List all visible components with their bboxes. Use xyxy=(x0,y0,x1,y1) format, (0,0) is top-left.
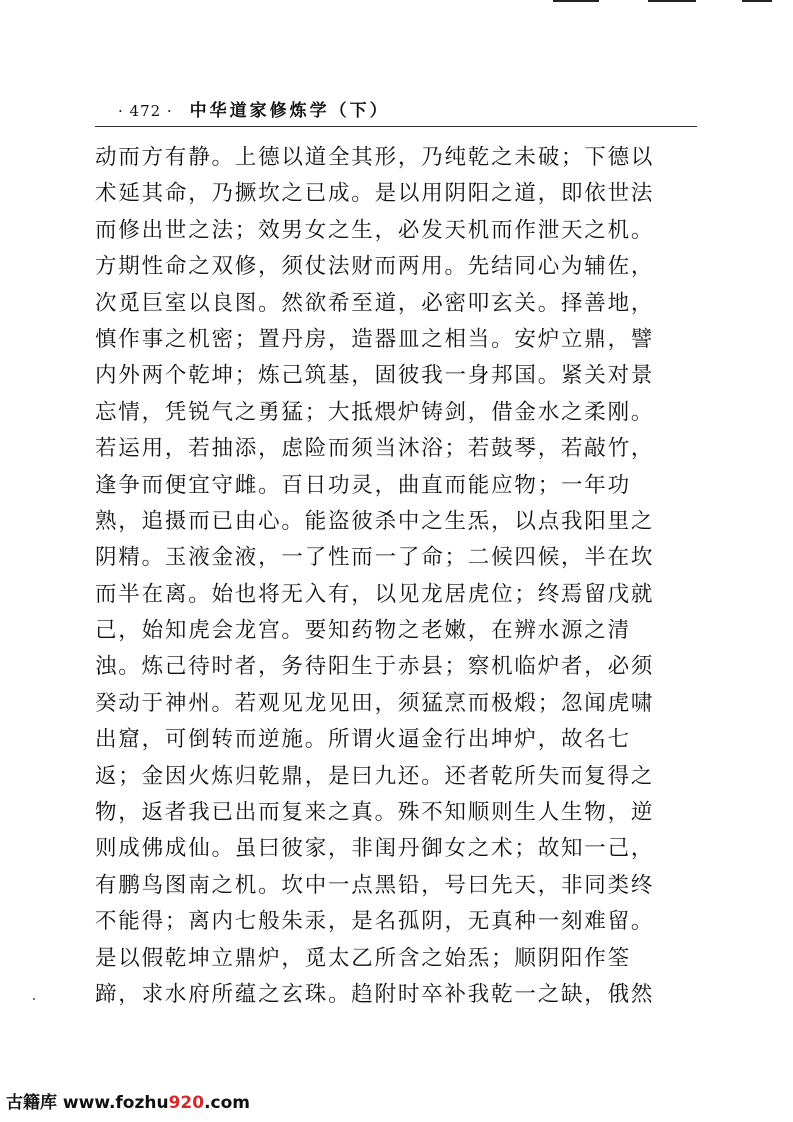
text-line: 术延其命，乃撅坎之已成。是以用阴阳之道，即依世法 xyxy=(95,181,655,207)
watermark-site: 古籍库 www.fozhu xyxy=(6,1093,169,1113)
text-line: 则成佛成仙。虽曰彼家，非闺丹御女之术；故知一己， xyxy=(95,836,655,862)
text-line: 癸动于神州。若观见龙见田，须猛烹而极煅；忽闻虎啸 xyxy=(95,690,655,716)
text-line: 是以假乾坤立鼎炉，觅太乙所含之始炁；顺阴阳作筌 xyxy=(95,945,631,971)
text-line: 出窟，可倒转而逆施。所谓火逼金行出坤炉，故名七 xyxy=(95,727,631,753)
text-line: 而修出世之法；效男女之生，必发天机而作泄天之机。 xyxy=(95,217,655,243)
page-number: · 472 · xyxy=(118,102,173,120)
running-header xyxy=(118,96,390,121)
text-line: 逢争而便宜守雌。百日功灵，曲直而能应物；一年功 xyxy=(95,472,631,498)
text-line: 方期性命之双修，须仗法财而两用。先结同心为辅佐， xyxy=(95,254,655,280)
text-line: 而半在离。始也将无入有，以见龙居虎位；终焉留戊就 xyxy=(95,581,655,607)
text-line: 熟，追摄而已由心。能盗彼杀中之生炁，以点我阳里之 xyxy=(95,508,655,534)
watermark-number: 920 xyxy=(168,1093,205,1113)
book-title: 中华道家修炼学（下） xyxy=(189,101,390,121)
watermark-domain: .com xyxy=(204,1093,251,1113)
text-line: 慎作事之机密；置丹房，造器皿之相当。安炉立鼎，譬 xyxy=(95,326,655,352)
scan-speck xyxy=(33,998,35,1000)
text-line: 不能得；离内七般朱汞，是名孤阴，无真种一刻难留。 xyxy=(95,909,655,935)
page-edge-mark xyxy=(742,0,772,2)
text-line: 返；金因火炼归乾鼎，是曰九还。还者乾所失而复得之 xyxy=(95,763,655,789)
text-line: 蹄，求水府所蕴之玄珠。趋附时卒补我乾一之缺，俄然 xyxy=(95,981,655,1007)
text-line: 次觅巨室以良图。然欲希至道，必密叩玄关。择善地， xyxy=(95,290,655,316)
text-line: 动而方有静。上德以道全其形，乃纯乾之未破；下德以 xyxy=(95,145,655,170)
page-edge-mark xyxy=(553,0,599,2)
text-line: 物，返者我已出而复来之真。殊不知顺则生人生物，逆 xyxy=(95,800,655,826)
text-line: 阴精。玉液金液，一了性而一了命；二候四候，半在坎 xyxy=(95,545,655,571)
text-line: 浊。炼己待时者，务待阳生于赤县；察机临炉者，必须 xyxy=(95,654,655,680)
body-text xyxy=(95,140,705,1013)
site-watermark xyxy=(6,1088,250,1113)
text-line: 忘情，凭锐气之勇猛；大抵煨炉铸剑，借金水之柔刚。 xyxy=(95,399,655,425)
text-line: 有鹏鸟图南之机。坎中一点黑铅，号曰先天，非同类终 xyxy=(95,872,655,898)
header-rule xyxy=(95,126,697,127)
text-line: 若运用，若抽添，虑险而须当沐浴；若鼓琴，若敲竹， xyxy=(95,436,655,462)
text-line: 内外两个乾坤；炼己筑基，固彼我一身邦国。紧关对景 xyxy=(95,363,655,389)
text-line: 己，始知虎会龙宫。要知药物之老嫩，在辨水源之清 xyxy=(95,618,631,644)
page-edge-mark xyxy=(648,0,696,2)
